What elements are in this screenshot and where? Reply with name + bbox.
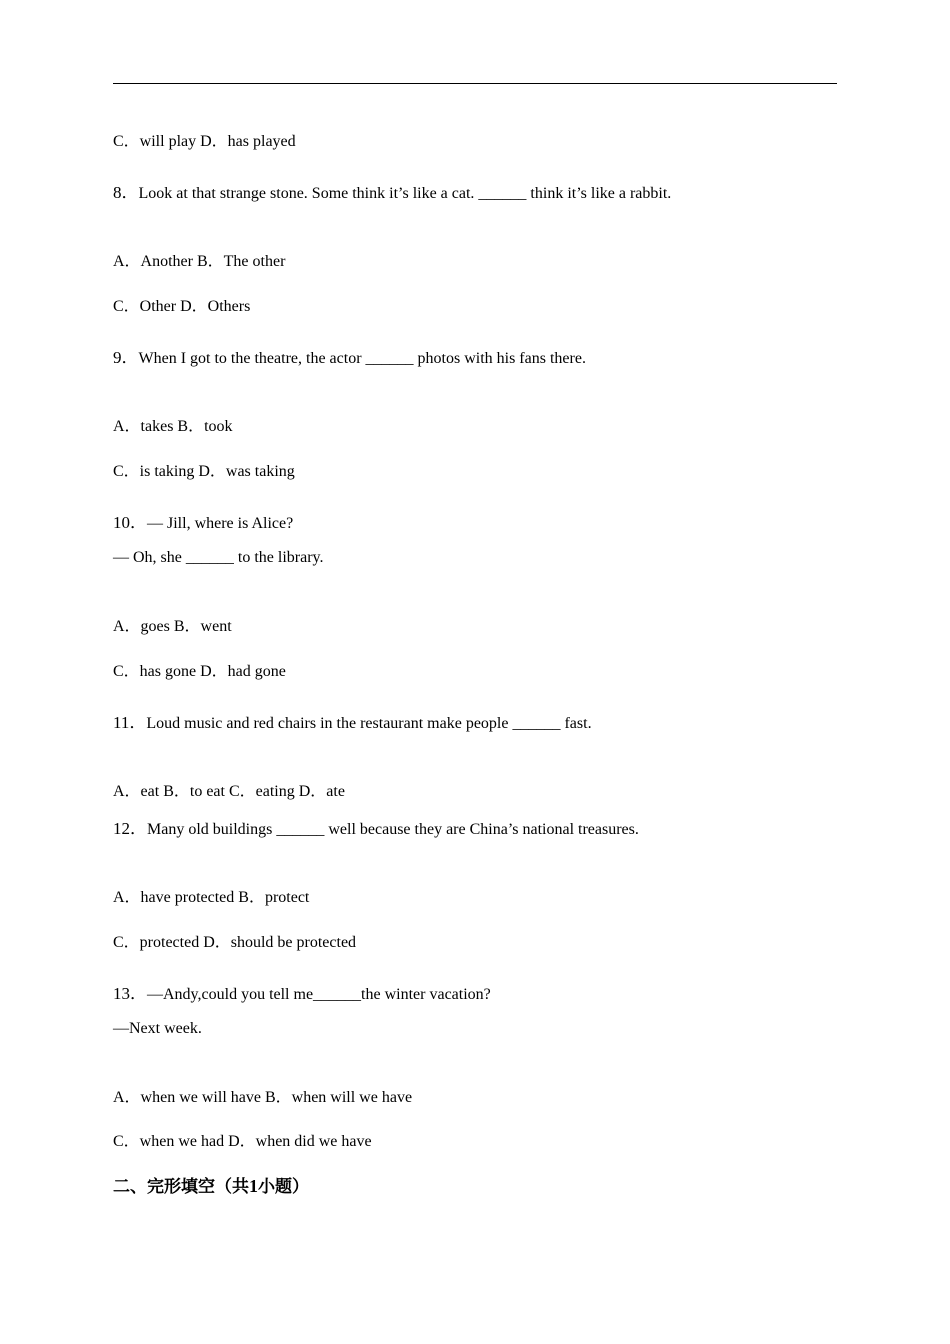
q10-text: — Jill, where is Alice? — [147, 515, 294, 532]
q13-text: —Andy,could you tell me______the winter vacation? — [147, 986, 491, 1003]
q12-options-ab: A．have protected B．protect — [113, 889, 310, 906]
q7-options-cd: C．will play D．has played — [113, 133, 296, 150]
q13-stem — [113, 984, 491, 1005]
q9-text: When I got to the theatre, the actor ______ photos with his fans there. — [138, 350, 586, 367]
q10-number: 10． — [113, 513, 147, 532]
q11-text: Loud music and red chairs in the restaurant make people ______ fast. — [146, 715, 592, 732]
q10-stem-line2: — Oh, she ______ to the library. — [113, 549, 324, 566]
q13-number: 13． — [113, 984, 147, 1003]
q9-number: 9． — [113, 348, 139, 367]
section-heading-suffix: 小题） — [258, 1177, 309, 1197]
q13-options-ab: A．when we will have B．when will we have — [113, 1089, 413, 1106]
q9-stem — [113, 348, 586, 369]
q12-stem — [113, 819, 639, 840]
q13-options-cd: C．when we had D．when did we have — [113, 1133, 372, 1150]
q8-options-cd: C．Other D．Others — [113, 298, 251, 315]
q11-options: A．eat B．to eat C．eating D．ate — [113, 783, 345, 800]
q9-options-cd: C．is taking D．was taking — [113, 463, 295, 480]
q8-number: 8． — [113, 183, 139, 202]
q10-options-cd: C．has gone D．had gone — [113, 663, 286, 680]
q8-stem — [113, 183, 671, 204]
q12-options-cd: C．protected D．should be protected — [113, 934, 357, 951]
q11-stem — [113, 713, 592, 734]
q10-stem — [113, 513, 293, 534]
q8-text: Look at that strange stone. Some think it’s like a cat. ______ think it’s like a rabbit. — [138, 185, 672, 202]
q8-options-ab: A．Another B．The other — [113, 253, 286, 270]
header-rule — [113, 83, 837, 84]
q10-options-ab: A．goes B．went — [113, 618, 232, 635]
section-heading-cloze — [113, 1175, 309, 1198]
section-heading-prefix: 二、完形填空（共 — [113, 1177, 249, 1197]
q9-options-ab: A．takes B．took — [113, 418, 233, 435]
q11-number: 11． — [113, 713, 147, 732]
section-heading-count: 1 — [249, 1176, 258, 1196]
q13-stem-line2: —Next week. — [113, 1020, 202, 1037]
q12-text: Many old buildings ______ well because they are China’s national treasures. — [147, 821, 639, 838]
q12-number: 12． — [113, 819, 147, 838]
